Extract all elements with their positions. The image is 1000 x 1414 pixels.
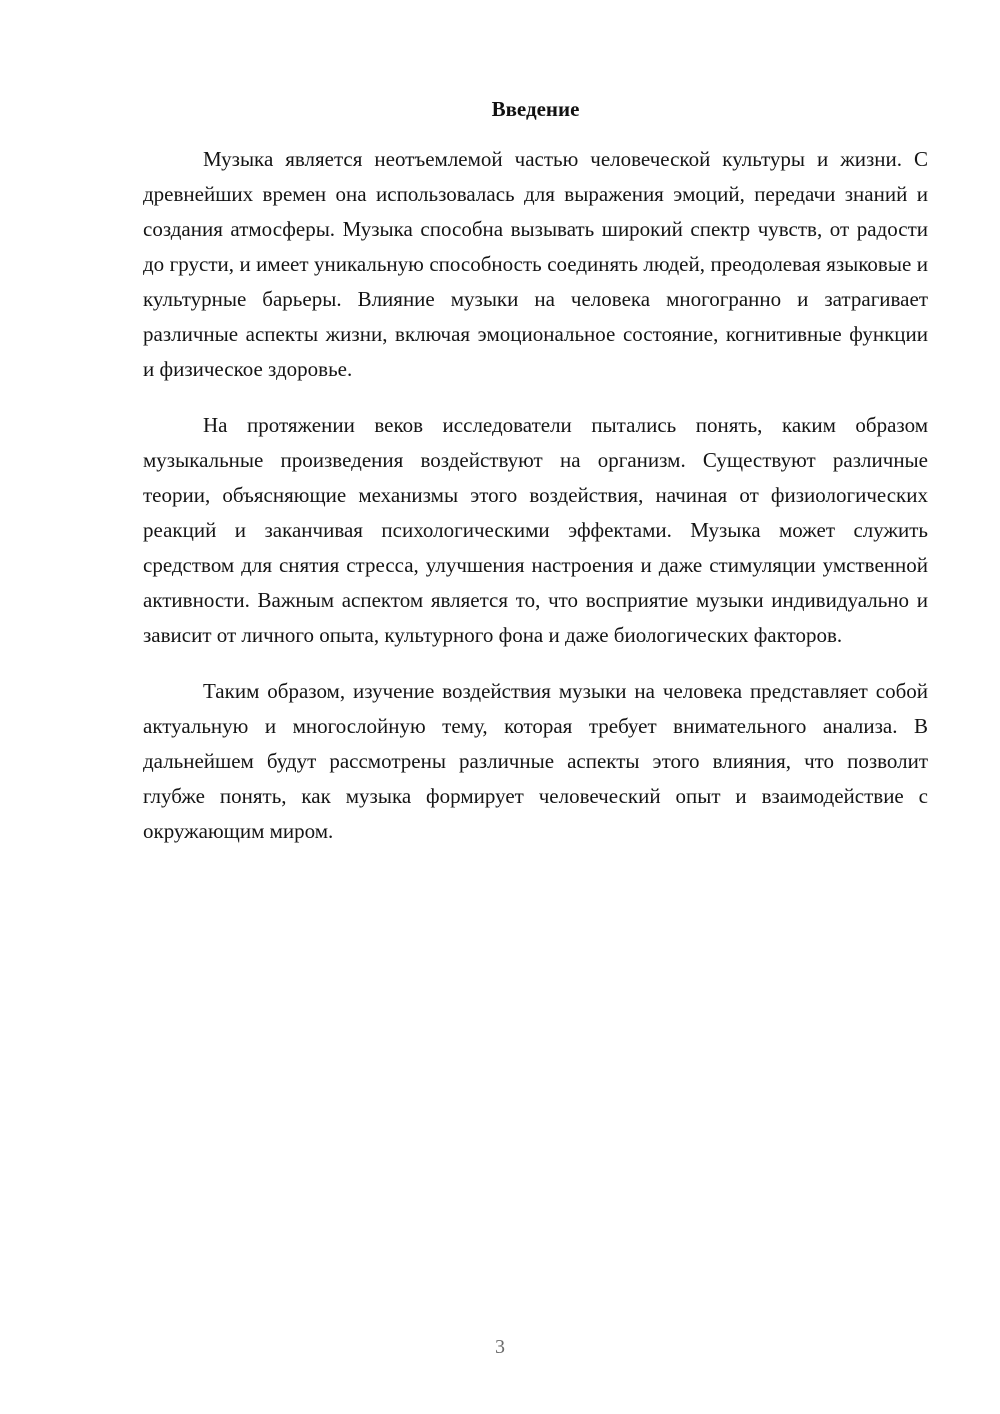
page-content xyxy=(143,92,928,870)
paragraph-1: Музыка является неотъемлемой частью человеческой культуры и жизни. С древнейших времен она использовалась для выражения эмоций, передачи знаний и создания атмосферы. Музыка способна вызывать широкий спектр чувств, от радости до грусти, и имеет уникальную способность соединять людей, преодолевая языковые и культурные барьеры. Влияние музыки на человека многогранно и затрагивает различные аспекты жизни, включая эмоциональное состояние, когнитивные функции и физическое здоровье. xyxy=(143,147,928,381)
paragraph-3: Таким образом, изучение воздействия музыки на человека представляет собой актуальную и многослойную тему, которая требует внимательного анализа. В дальнейшем будут рассмотрены различные аспекты этого влияния, что позволит глубже понять, как музыка формирует человеческий опыт и взаимодействие с окружающим миром. xyxy=(143,679,928,843)
page-number: 3 xyxy=(495,1336,505,1358)
section-title: Введение xyxy=(491,97,580,121)
paragraph-2: На протяжении веков исследователи пытались понять, каким образом музыкальные произведения воздействуют на организм. Существуют различные теории, объясняющие механизмы этого воздействия, начиная от физиологических реакций и заканчивая психологическими эффектами. Музыка может служить средством для снятия стресса, улучшения настроения и даже стимуляции умственной активности. Важным аспектом является то, что восприятие музыки индивидуально и зависит от личного опыта, культурного фона и даже биологических факторов. xyxy=(143,413,928,647)
